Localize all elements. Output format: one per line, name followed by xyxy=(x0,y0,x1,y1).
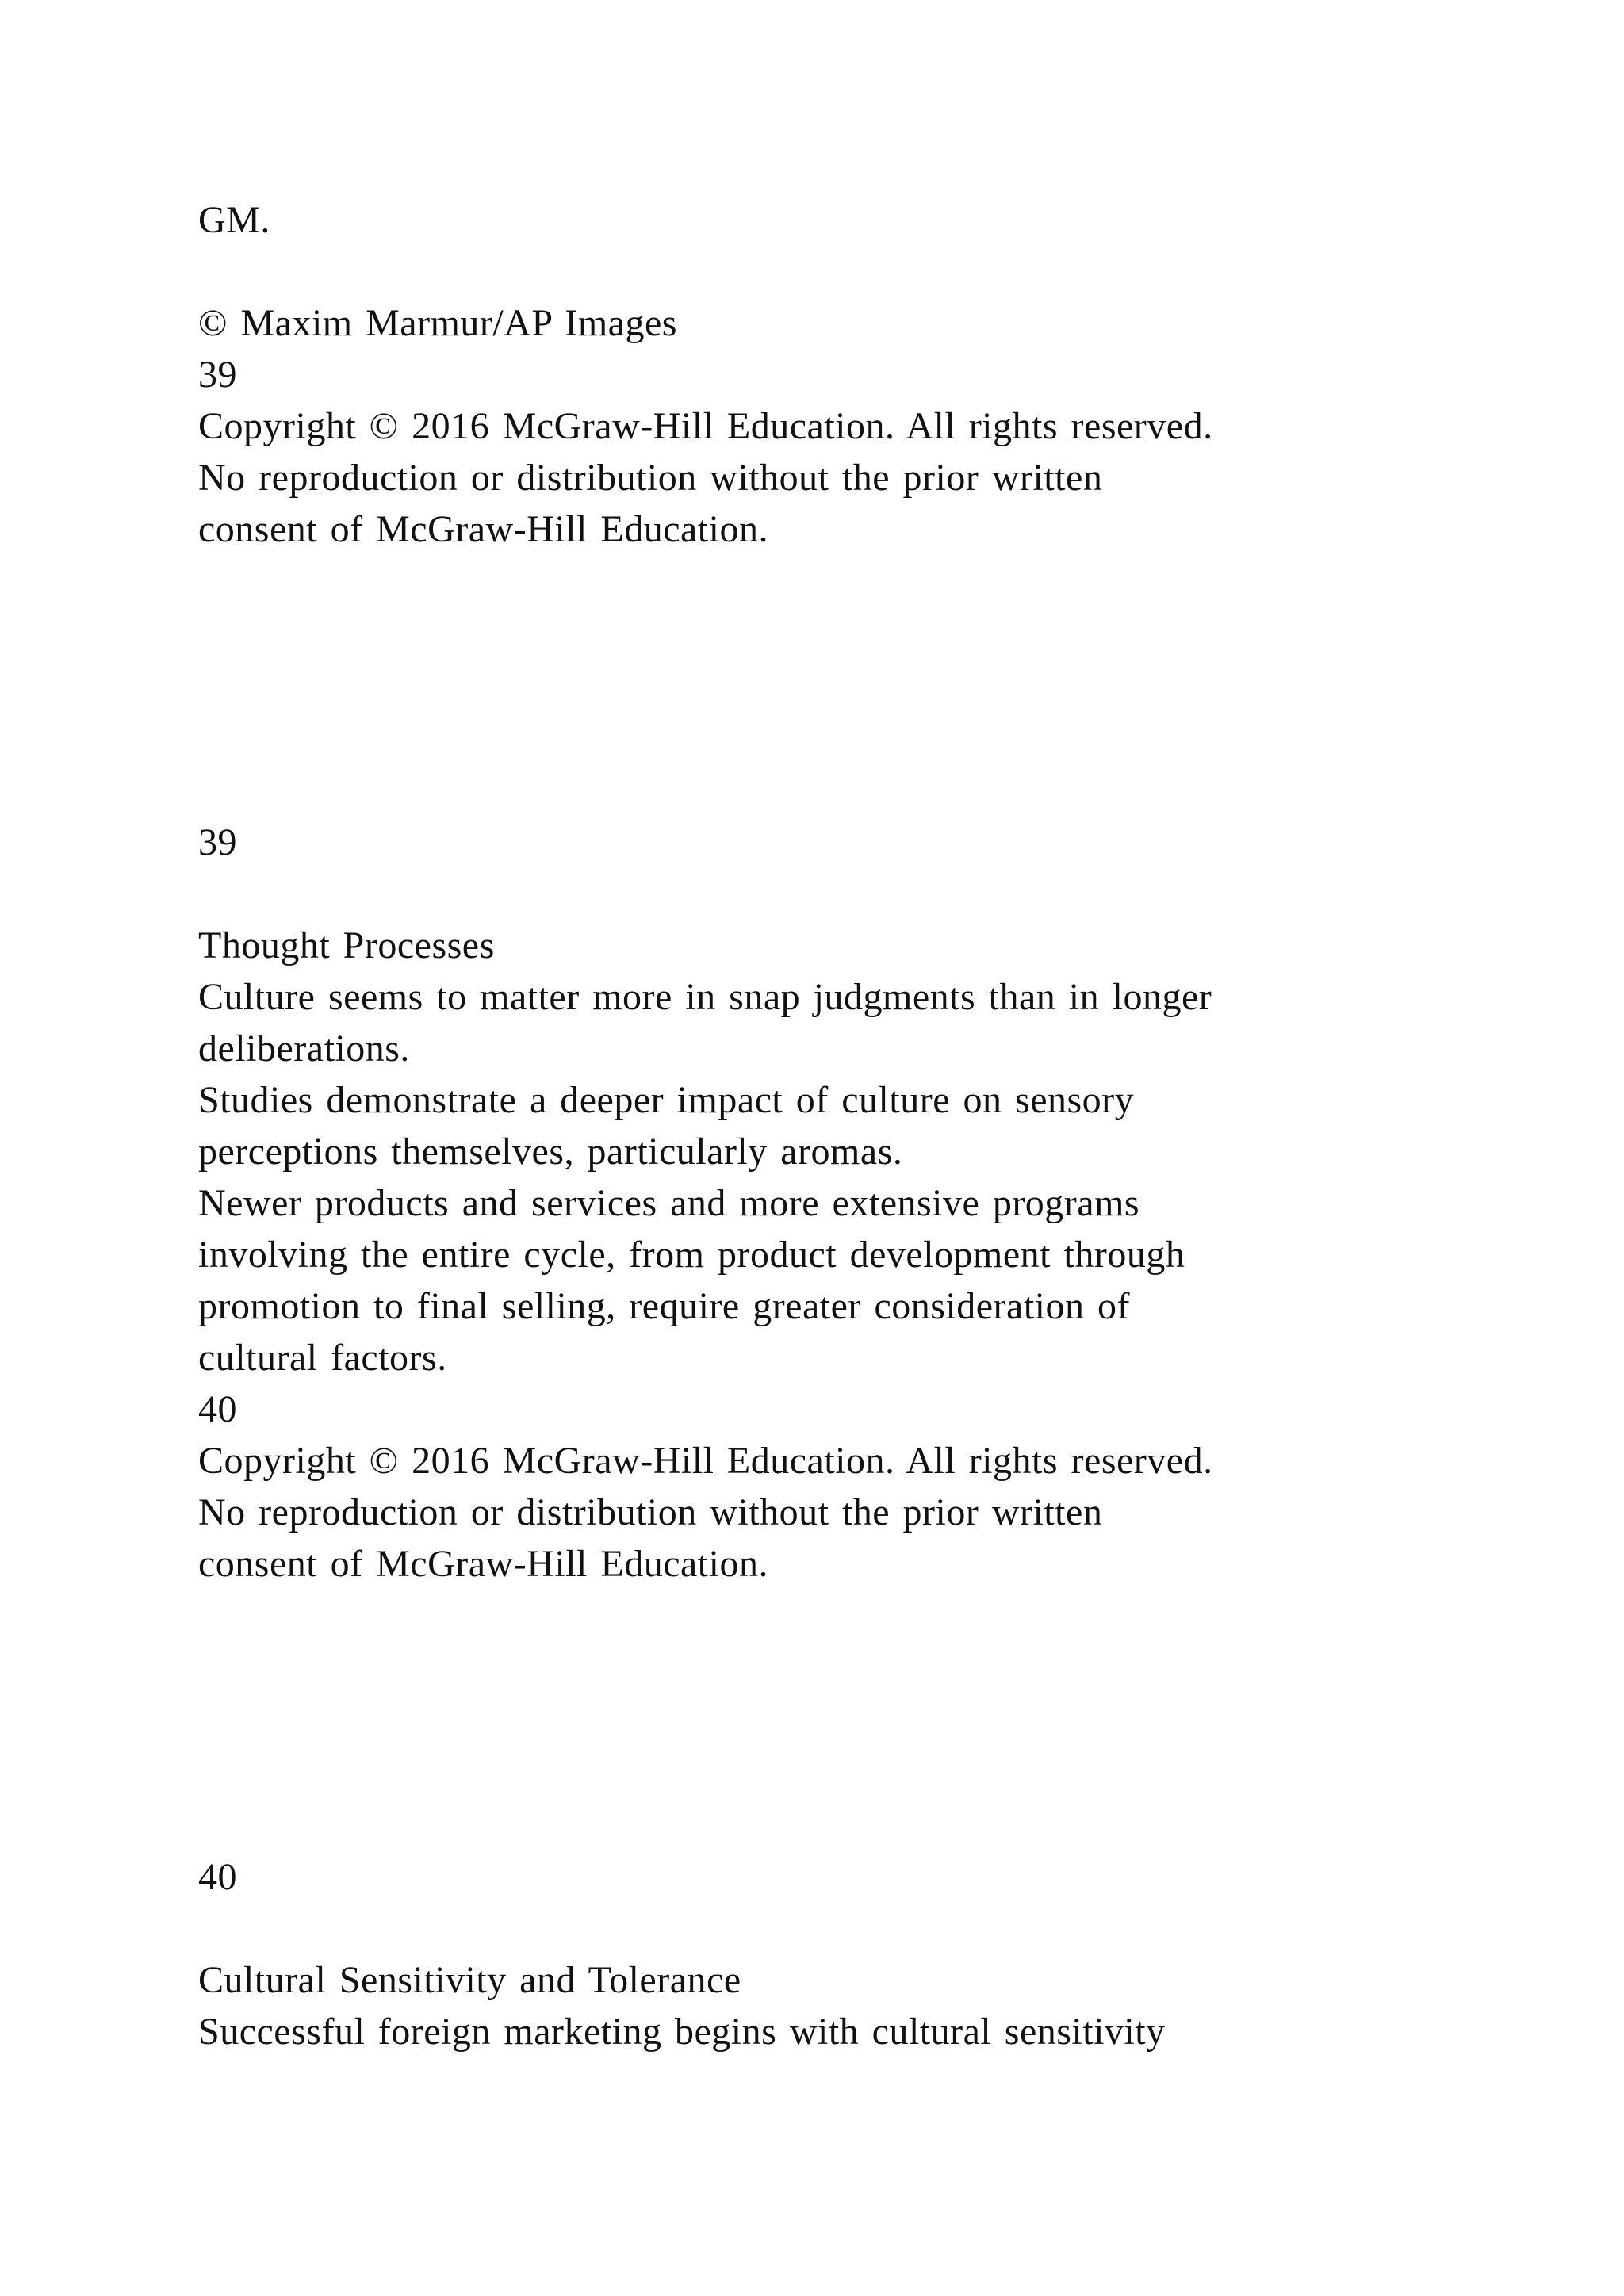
body-text: deliberations. xyxy=(198,1027,410,1070)
slide-title: Cultural Sensitivity and Tolerance xyxy=(198,1959,741,2001)
slide-number: 39 xyxy=(198,354,237,396)
body-text: Newer products and services and more extensive programs xyxy=(198,1182,1140,1224)
copyright-line: consent of McGraw-Hill Education. xyxy=(198,1543,768,1585)
slide-number: 40 xyxy=(198,1388,237,1430)
copyright-line: No reproduction or distribution without the prior written xyxy=(198,1491,1103,1533)
body-text: Culture seems to matter more in snap judgments than in longer xyxy=(198,976,1212,1018)
copyright-line: consent of McGraw-Hill Education. xyxy=(198,508,768,550)
copyright-line: No reproduction or distribution without the prior written xyxy=(198,457,1103,499)
text-line: GM. xyxy=(198,199,270,241)
body-text: promotion to final selling, require greater consideration of xyxy=(198,1285,1130,1327)
body-text: Studies demonstrate a deeper impact of culture on sensory xyxy=(198,1079,1135,1121)
body-text: Successful foreign marketing begins with cultural sensitivity xyxy=(198,2011,1166,2053)
slide-title: Thought Processes xyxy=(198,924,495,966)
photo-credit: © Maxim Marmur/AP Images xyxy=(198,302,677,344)
slide-number: 39 xyxy=(198,821,237,863)
body-text: perceptions themselves, particularly aromas. xyxy=(198,1131,903,1173)
slide-number: 40 xyxy=(198,1856,237,1898)
body-text: cultural factors. xyxy=(198,1337,447,1379)
copyright-line: Copyright © 2016 McGraw-Hill Education. All rights reserved. xyxy=(198,1440,1213,1482)
copyright-line: Copyright © 2016 McGraw-Hill Education. All rights reserved. xyxy=(198,405,1213,447)
body-text: involving the entire cycle, from product development through xyxy=(198,1234,1185,1276)
